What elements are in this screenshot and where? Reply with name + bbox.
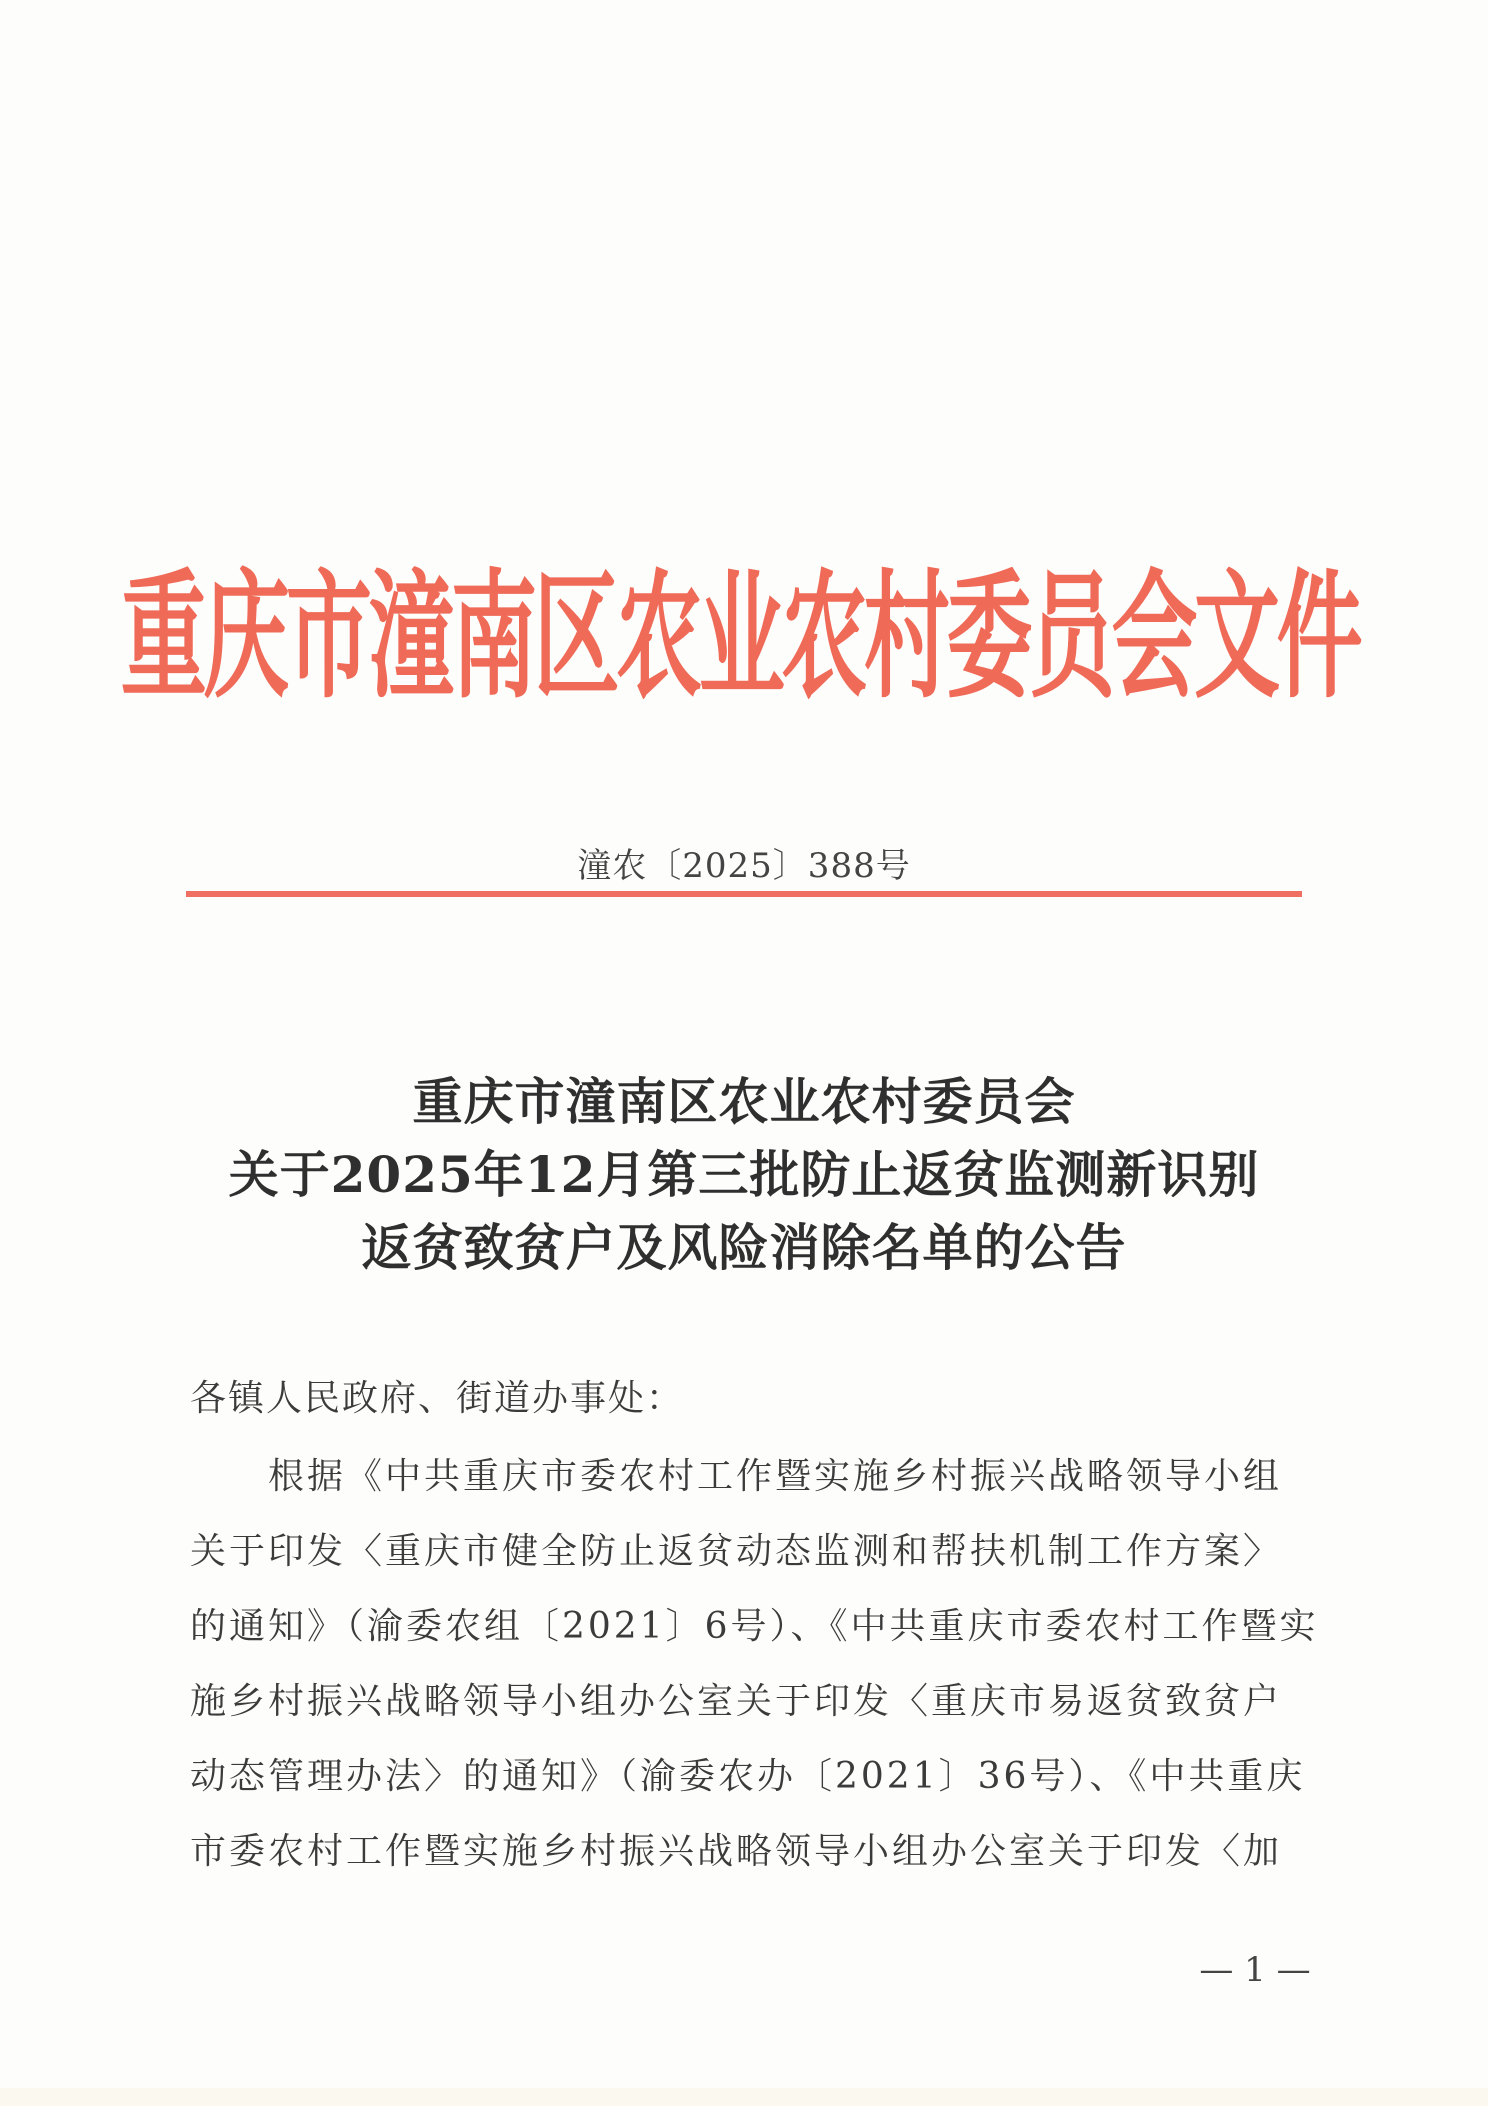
body-text-line: 施乡村振兴战略领导小组办公室关于印发〈重庆市易返贫致贫户 — [190, 1681, 1283, 1722]
body-text-line: 的通知》（渝委农组〔2021〕6号）、《中共重庆市委农村工作暨实 — [190, 1606, 1319, 1647]
notice-title-line-1: 重庆市潼南区农业农村委员会 — [412, 1072, 1076, 1131]
body-text-line: 市委农村工作暨实施乡村振兴战略领导小组办公室关于印发〈加 — [190, 1831, 1283, 1872]
document-number: 潼农〔2025〕388号 — [577, 846, 911, 886]
red-divider-line — [186, 891, 1302, 897]
masthead-title: 重庆市潼南区农业农村委员会文件 — [120, 556, 1360, 718]
salutation: 各镇人民政府、街道办事处： — [190, 1378, 685, 1419]
page-number: — 1 — — [1199, 1950, 1311, 1990]
notice-title-line-2: 关于2025年12月第三批防止返贫监测新识别 — [228, 1145, 1260, 1204]
scan-bottom-edge — [0, 2088, 1488, 2106]
body-text-line: 动态管理办法〉的通知》（渝委农办〔2021〕36号）、《中共重庆 — [190, 1756, 1306, 1797]
body-text-line: 根据《中共重庆市委农村工作暨实施乡村振兴战略领导小组 — [268, 1456, 1283, 1497]
notice-title-line-3: 返贫致贫户及风险消除名单的公告 — [361, 1218, 1127, 1277]
body-text-line: 关于印发〈重庆市健全防止返贫动态监测和帮扶机制工作方案〉 — [190, 1531, 1283, 1572]
